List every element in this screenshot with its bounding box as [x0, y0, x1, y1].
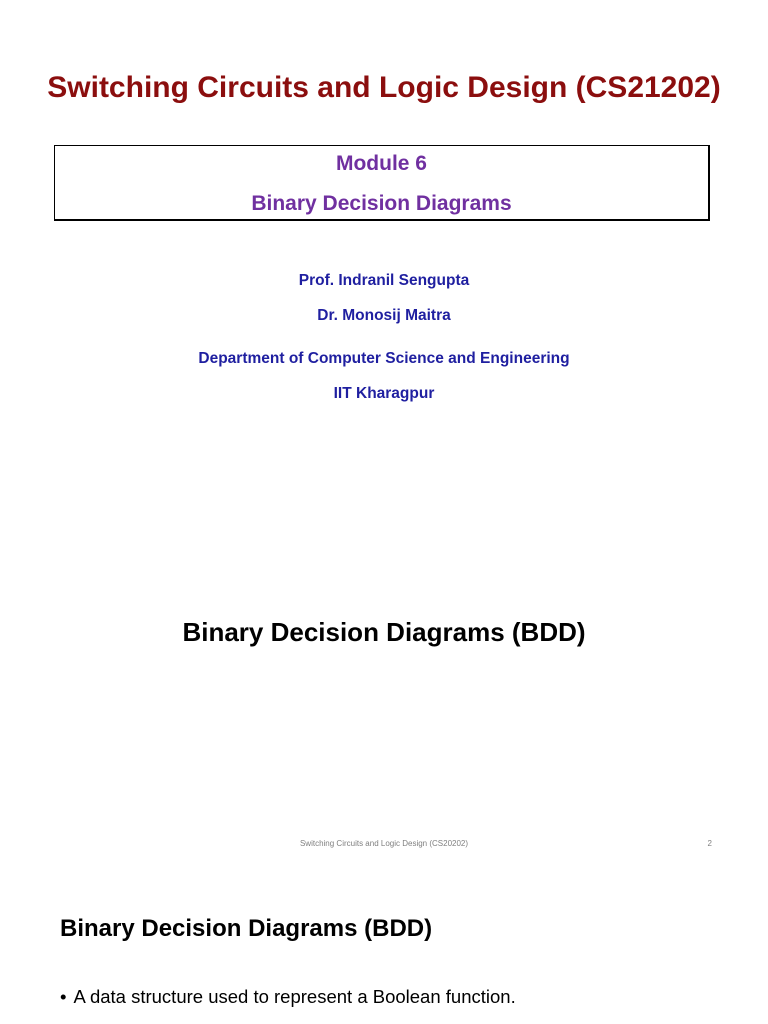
bullet-icon: •	[60, 986, 67, 1007]
author-secondary: Dr. Monosij Maitra	[317, 307, 451, 324]
slide-divider	[0, 874, 768, 875]
slide-footer: Switching Circuits and Logic Design (CS20202)	[299, 839, 469, 848]
bullet-item	[60, 983, 516, 1011]
department-name: Department of Computer Science and Engineering	[198, 350, 570, 367]
module-box	[54, 145, 710, 221]
author-primary: Prof. Indranil Sengupta	[298, 272, 470, 289]
slide-heading: Binary Decision Diagrams (BDD)	[60, 915, 433, 942]
section-title: Binary Decision Diagrams (BDD)	[182, 617, 586, 647]
module-number: Module 6	[335, 152, 427, 175]
module-name: Binary Decision Diagrams	[251, 192, 512, 215]
bullet-text: A data structure used to represent a Boolean function.	[73, 986, 516, 1007]
course-title: Switching Circuits and Logic Design (CS21202)	[47, 71, 721, 104]
institute-name: IIT Kharagpur	[333, 385, 435, 402]
slide-page-number: 2	[707, 839, 712, 848]
